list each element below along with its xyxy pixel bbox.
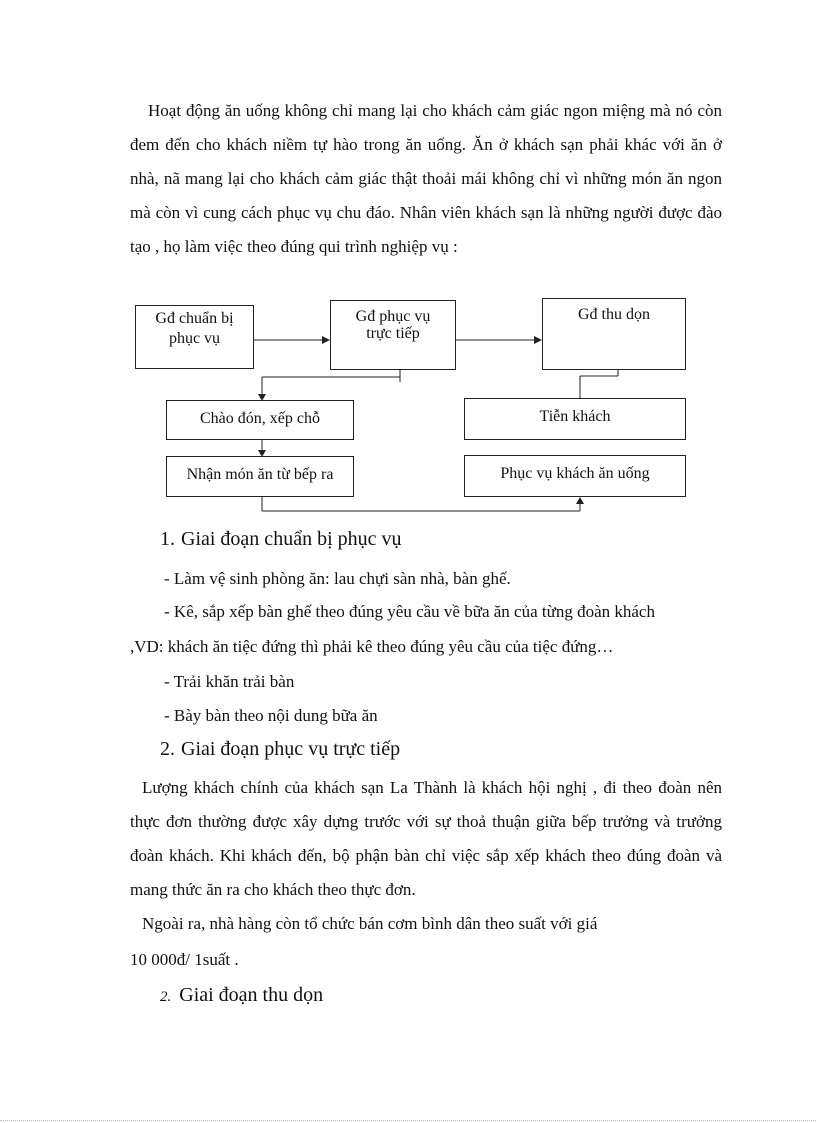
box-seeoff (464, 398, 686, 440)
box-serve (464, 455, 686, 497)
section1-number: 1. (160, 528, 175, 550)
box-prep-line2: phục vụ (168, 330, 221, 347)
section2-heading (160, 738, 400, 761)
box-serve-label: Phục vụ khách ăn uống (500, 465, 650, 482)
section2-title: Giai đoạn phục vụ trực tiếp (181, 738, 401, 760)
box-receive-label: Nhận món ăn từ bếp ra (186, 466, 334, 483)
section2-price: 10 000đ/ 1suất . (130, 950, 239, 969)
intro-paragraph: Hoạt động ăn uống không chỉ mang lại cho khách cảm giác ngon miệng mà nó còn đem đến cho khách niềm tự hào trong ăn uống. Ăn ở khách sạn phải khác với ăn ở nhà, nã mang lại cho khách cảm giác thật thoải mái không chỉ vì những món ăn ngon mà còn vì cung cách phục vụ chu đáo. Nhân viên khách sạn là những người được đào tạo , họ làm việc theo đúng qui trình nghiệp vụ : (130, 101, 722, 256)
box-direct-line1: Gđ phục vụ (355, 308, 431, 325)
section1-item2-line1: - Kê, sắp xếp bàn ghế theo đúng yêu cầu về bữa ăn của từng đoàn khách (164, 602, 655, 621)
page-bottom-border (0, 1120, 816, 1121)
box-prep-line1: Gđ chuẩn bị (155, 310, 234, 327)
box-greet (166, 400, 354, 440)
box-direct-line2: trực tiếp (366, 325, 420, 342)
box-clear-label: Gđ thu dọn (578, 306, 650, 323)
arrowhead-serve (576, 497, 584, 504)
box-receive (166, 456, 354, 497)
section3-title: Giai đoạn thu dọn (179, 984, 324, 1006)
box-seeoff-label: Tiễn khách (539, 408, 611, 425)
section2-number: 2. (160, 738, 175, 760)
box-greet-label: Chào đón, xếp chỗ (200, 410, 320, 427)
section2-extra-line: Ngoài ra, nhà hàng còn tổ chức bán cơm bình dân theo suất với giá (142, 914, 598, 933)
box-prep-stage (135, 305, 254, 369)
box-clear-stage (542, 298, 686, 370)
section3-number: 2. (160, 989, 172, 1005)
section1-item2-line2: ,VD: khách ăn tiệc đứng thì phải kê theo đúng yêu cầu của tiệc đứng… (130, 637, 614, 656)
section1-heading (160, 528, 402, 551)
section2-paragraph: Lượng khách chính của khách sạn La Thành là khách hội nghị , đi theo đoàn nên thực đơn thường được xây dựng trước với sự thoả thuận giữa bếp trưởng và trưởng đoàn khách. Khi khách đến, bộ phận bàn chỉ việc sắp xếp khách theo đúng đoàn và mang thức ăn ra cho khách theo thực đơn. (130, 778, 722, 899)
arrowhead-clear (534, 336, 542, 344)
section3-heading (160, 984, 323, 1007)
section1-item4: - Bày bàn theo nội dung bữa ăn (164, 706, 378, 725)
box-direct-stage (330, 300, 456, 370)
section1-item1: - Làm vệ sinh phòng ăn: lau chựi sàn nhà, bàn ghế. (164, 569, 511, 588)
arrowhead-direct (322, 336, 330, 344)
section1-title: Giai đoạn chuẩn bị phục vụ (181, 528, 402, 550)
flow-connectors (0, 0, 816, 520)
section1-item3: - Trải khăn trải bàn (164, 672, 295, 691)
